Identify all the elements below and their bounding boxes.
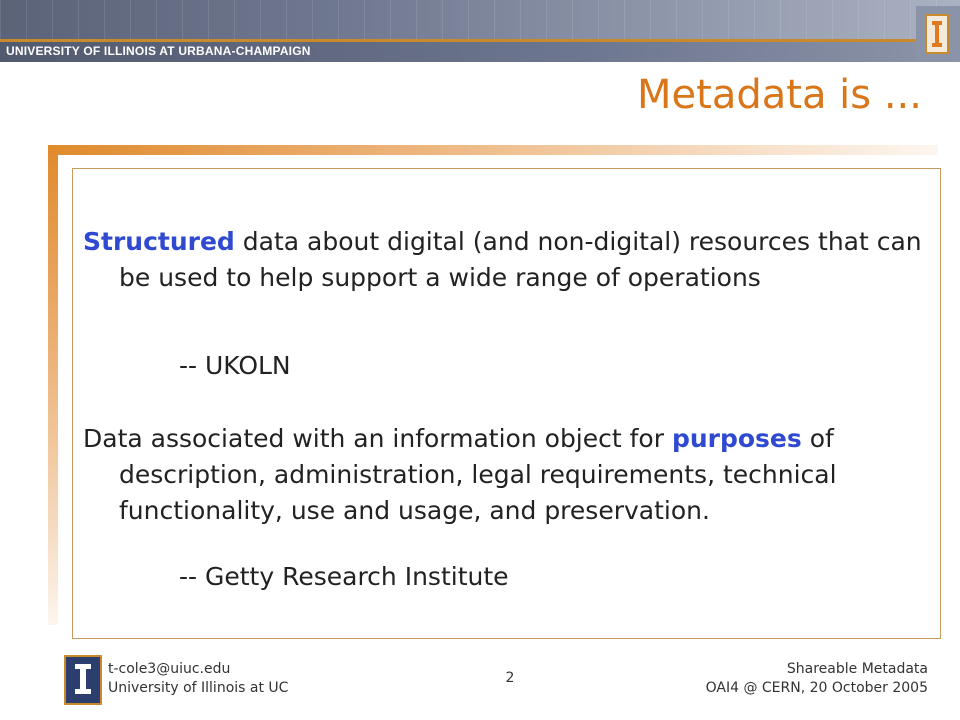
attribution-ukoln: -- UKOLN [179, 351, 291, 380]
accent-bar-vertical [48, 145, 58, 625]
footer-author [108, 660, 288, 698]
footer-email: t-cole3@uiuc.edu [108, 661, 231, 677]
footer-talk-info [706, 660, 928, 698]
slide-title: Metadata is ... [637, 72, 922, 118]
content-box [72, 168, 941, 639]
institution-name: UNIVERSITY OF ILLINOIS AT URBANA-CHAMPAIGN [6, 44, 311, 58]
page-number: 2 [505, 670, 515, 686]
footer-talk-title: Shareable Metadata [786, 661, 928, 677]
footer-university: University of Illinois at UC [108, 680, 289, 696]
definition-getty [83, 421, 959, 529]
header-banner [0, 0, 960, 62]
accent-bar-horizontal [48, 145, 938, 155]
footer-illinois-logo-icon [64, 655, 102, 705]
definition-getty-text: of description, administration, legal requirements, technical functionality, use and usage, and preservation. [119, 424, 837, 525]
illinois-logo-icon [916, 6, 960, 60]
emphasis-purposes: purposes [671, 424, 802, 453]
footer-event: OAI4 @ CERN, 20 October 2005 [705, 680, 928, 696]
emphasis-structured: Structured [83, 227, 235, 256]
attribution-getty: -- Getty Research Institute [179, 562, 509, 591]
definition-ukoln [83, 224, 959, 296]
banner-pattern [0, 0, 960, 42]
definition-ukoln-text: data about digital (and non-digital) resources that can be used to help support a wide range of operations [119, 227, 922, 292]
definition-getty-lead: Data associated with an information object for [83, 424, 672, 453]
